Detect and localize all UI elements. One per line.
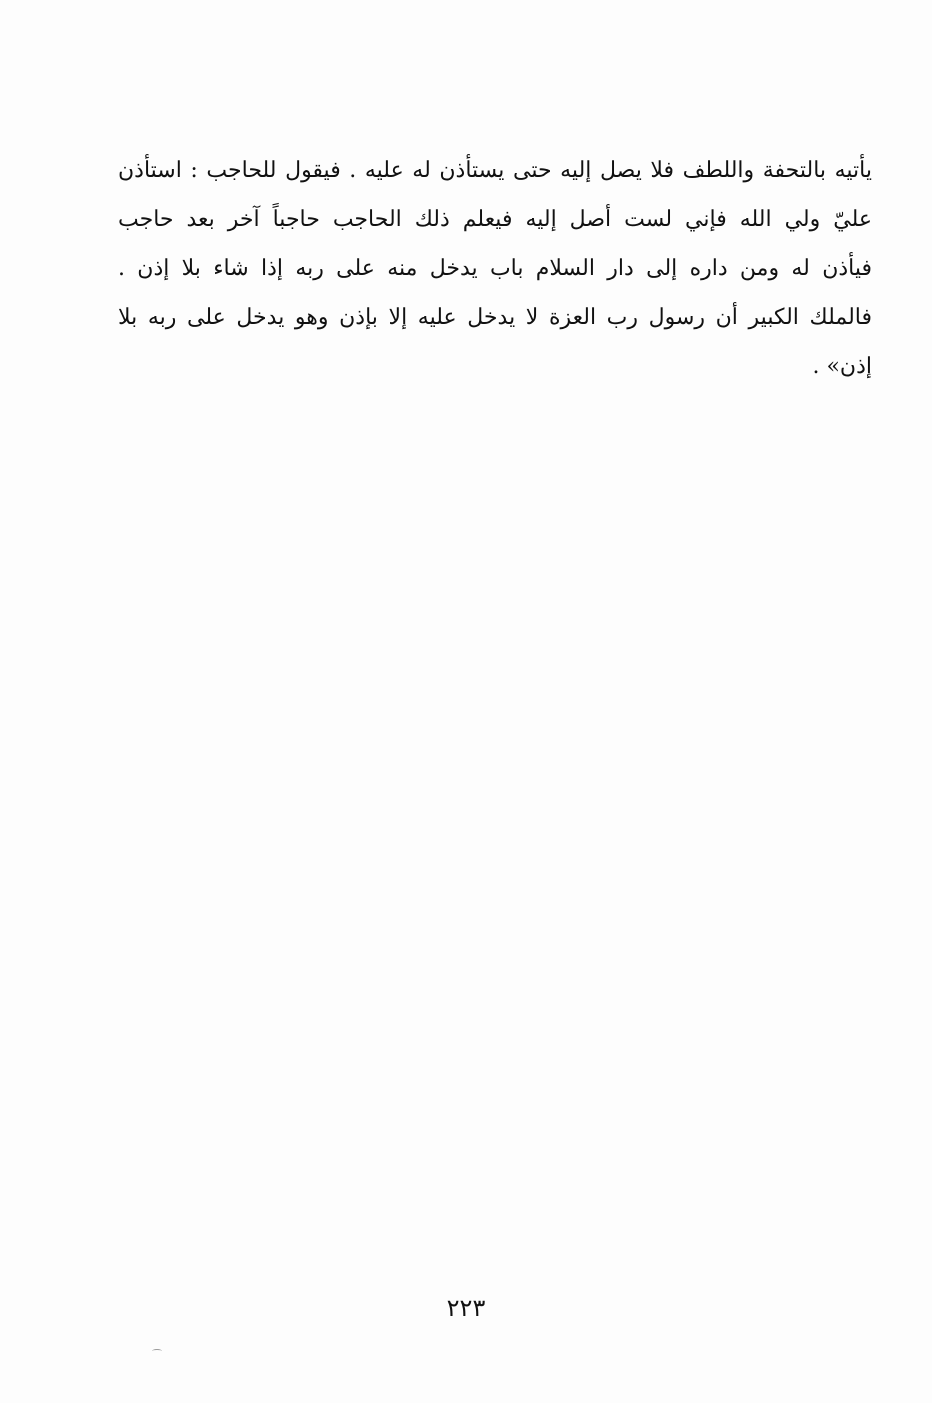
page-number: ٢٢٣ <box>446 1294 486 1322</box>
text-line-5: إذن» . <box>812 354 872 379</box>
text-line-2: عليّ ولي الله فإني لست أصل إليه فيعلم ذلك الحاجب حاجباً آخر بعد حاجب <box>118 207 872 232</box>
body-text <box>118 146 872 391</box>
text-line-3: فيأذن له ومن داره إلى دار السلام باب يدخل منه على ربه إذا شاء بلا إذن . <box>118 256 872 281</box>
text-line-4: فالملك الكبير أن رسول رب العزة لا يدخل عليه إلا بإذن وهو يدخل على ربه بلا <box>118 305 872 330</box>
text-line-1: يأتيه بالتحفة واللطف فلا يصل إليه حتى يستأذن له عليه . فيقول للحاجب : استأذن <box>118 158 872 183</box>
scan-mark <box>152 1349 162 1353</box>
